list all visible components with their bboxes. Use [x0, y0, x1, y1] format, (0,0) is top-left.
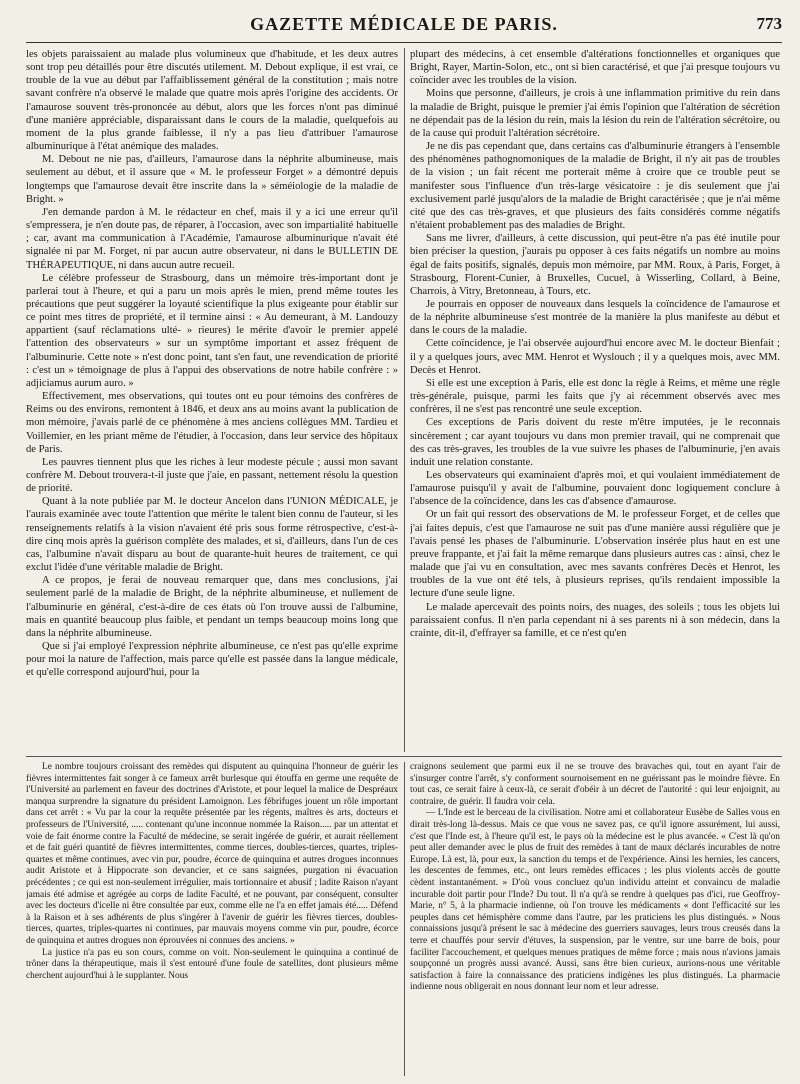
paragraph: M. Debout ne nie pas, d'ailleurs, l'amaurose dans la néphrite albumineuse, mais seulement au début, et il assure que « M. le professeur Forget » a démontré depuis longtemps que l'amaurose devait être inscrite dans la » séméiologie de la maladie de Bright. » [26, 154, 398, 205]
page-number: 773 [756, 14, 782, 33]
lower-left-column [26, 762, 398, 1076]
paragraph: les objets paraissaient au malade plus volumineux que d'habitude, et les deux autres sont trop peu détaillés pour être discutés utilement. M. Debout explique, il est vrai, ce trouble de la vue au début par l'affaiblissement général de la constitution ; mais notre savant confrère n'a observé le malade que quatre mois après l'origine des accidents. Or l'amaurose souvent très-prononcée au début, alors que les forces n'ont pas diminué d'une manière appréciable, disparaissant dans le cours de la maladie, quelquefois au moment de la plus grande faiblesse, il n'y a pas lieu d'attribuer l'amaurose albuminurique à l'état anémique des malades. [26, 49, 398, 153]
journal-title: GAZETTE MÉDICALE DE PARIS. [250, 14, 558, 34]
page-header [26, 12, 782, 38]
paragraph: Je pourrais en opposer de nouveaux dans lesquels la coïncidence de l'amaurose et de la néphrite albumineuse s'est montrée de la manière la plus manifeste au début et dans le cours de la maladie. [410, 298, 780, 337]
paragraph: Que si j'ai employé l'expression néphrite albumineuse, ce n'est pas qu'elle exprime pour moi la nature de l'affection, mais parce qu'elle est passée dans la langue médicale, et qu'elle correspond aujourd'hui, pour la [26, 641, 398, 679]
paragraph: Si elle est une exception à Paris, elle est donc la règle à Reims, et même une règle très-générale, puisque, parmi les faits que j'y ai récemment observés avec mes confrères, il ne s'est pas rencontré une seule exception. [410, 377, 780, 416]
paragraph: Le malade apercevait des points noirs, des nuages, des soleils ; tous les objets lui paraissaient confus. Il n'en parla cependant ni à ses parents ni à son médecin, dans la crainte, dit-il, d'effrayer sa famille, et ce n'est qu'en [410, 601, 780, 639]
lower-right-column [410, 762, 780, 1076]
paragraph: J'en demande pardon à M. le rédacteur en chef, mais il y a ici une erreur qu'il s'empressera, je n'en doute pas, de réparer, à l'occasion, avec son impartialité habituelle ; car, avant ma communication à l'Académie, l'amaurose albuminurique n'avait été signalée ni par M. Forget, ni par aucun autre observateur, ni dans le BULLETIN DE THÉRAPEUTIQUE, ni dans aucun autre recueil. [26, 206, 398, 271]
paragraph: Cette coïncidence, je l'ai observée aujourd'hui encore avec M. le docteur Bienfait ; il y a quelques jours, avec MM. Henrot et Wyslouch ; il y a quelques mois, avec MM. Decès et Henrot. [410, 338, 780, 376]
paragraph: La justice n'a pas eu son cours, comme on voit. Non-seulement le quinquina a continué de trôner dans la thérapeutique, mais il s'est entouré d'une foule de satellites, dont plusieurs même cherchent aujourd'hui à le supplanter. Nous [26, 947, 398, 981]
paragraph: Effectivement, mes observations, qui toutes ont eu pour témoins des confrères de Reims ou des environs, remontent à 1846, et deux ans au moins avant la publication de mon mémoire, j'avais parlé de ce phénomène à mes anciens collègues MM. Tardieu et Voillemier, en les priant même de l'étudier, à l'occasion, dans leur service des hôpitaux de Paris. [26, 391, 398, 455]
upper-right-column [410, 48, 780, 752]
paragraph: Les observateurs qui examinaient d'après moi, et qui voulaient immédiatement de l'amaurose puisqu'il y avait de l'albumine, pouvaient donc logiquement conclure à l'absence de la coïncidence, dans les cas d'absence d'amaurose. [410, 470, 780, 508]
paragraph: Ces exceptions de Paris doivent du reste m'être imputées, je le reconnais sincèrement ; car ayant toujours vu dans mon premier travail, qui ne comprenait que des cas très-graves, les troubles de la vue suivre les phases de l'albuminurie, j'en avais induit une relation constante. [410, 417, 780, 468]
column-divider [404, 48, 405, 752]
paragraph: craignons seulement que parmi eux il ne se trouve des bravaches qui, tout en ayant l'air de s'insurger contre l'arrêt, s'y conforment sournoisement en ne guérissant pas le moindre fièvre. En tout cas, ce serait faire à ceux-là, ce serait d'obéir à un décret de l'autorité : qui leur enjoignit, au contraire, de guérir. Il faudra voir cela. [410, 762, 780, 807]
header-rule [26, 42, 782, 43]
paragraph: plupart des médecins, à cet ensemble d'altérations fonctionnelles et organiques que Bright, Rayer, Martin-Solon, etc., ont si bien caractérisé, et que j'ai presque toujours vu coïncider avec les troubles de la vision. [410, 49, 780, 87]
paragraph: Or un fait qui ressort des observations de M. le professeur Forget, et de celles que j'ai faites depuis, c'est que l'amaurose ne suit pas d'une manière aussi régulière que je l'avais pensé les phases de l'albuminurie. L'observation insérée plus haut en est une preuve frappante, et j'ai fait la même remarque dans plusieurs autres cas : ainsi, chez le malade que j'ai vu en consultation, avec mes savants confrères Decès et Henrot, les troubles de la vue ont été tels, à plusieurs reprises, qu'ils rendaient impossible la lecture d'une seule ligne. [410, 509, 780, 600]
feuilleton-rule [26, 756, 782, 757]
paragraph: A ce propos, je ferai de nouveau remarquer que, dans mes conclusions, j'ai seulement parlé de la maladie de Bright, de la néphrite albumineuse, et nullement de l'albuminurie en général, c'est-à-dire de ces états où l'on trouve aussi de l'albumine, mais en quantité beaucoup plus faible, et pendant un temps beaucoup moins long que dans la néphrite albumineuse. [26, 575, 398, 639]
paragraph: Quant à la note publiée par M. le docteur Ancelon dans l'UNION MÉDICALE, je l'aurais examinée avec toute l'attention que mérite le talent bien connu de l'auteur, si les renseignements relatifs à la vision n'avaient été pris sous forme rétrospective, c'est-à-dire cinq mois après la guérison complète des malades, et si, d'ailleurs, dans l'un de ces cas, l'albumine n'avait disparu au bout de quarante-huit heures de traitement, ce qui exclut l'idée d'une véritable maladie de Bright. [26, 496, 398, 574]
column-divider [404, 762, 405, 1076]
upper-left-column [26, 48, 398, 752]
paragraph: — L'Inde est le berceau de la civilisation. Notre ami et collaborateur Eusèbe de Salles vous en dirait très-long là-dessus. Mais ce que vous ne savez pas, ce qu'il ignore assurément, lui aussi, c'est que l'Inde est, à l'heure qu'il est, le pays où la médecine est le plus avancée. « C'est là qu'on peut aller demander avec le plus de fruit des remèdes à tant de maux déclarés incurables de notre Europe. Là est, là, pour eux, la sanction du temps et de l'expérience. Ainsi les hernies, les cancers, les descentes de femmes, etc., ont leurs remèdes efficaces ; les plus violents accès de goutte cèdent instantanément. » D'où vous concluez qu'un individu atteint et convaincu de maladie incurable doit partir pour l'Inde? Du tout. Il n'a qu'à se rendre à quelques pas d'ici, rue Geoffroy-Marie, n° 5, à la pharmacie indienne, où l'on trouve les médicaments « dont l'efficacité sur les peuples dans cet hémisphère comme dans l'autre, par les praticiens les plus distingués. » Nous connaissions jusqu'à présent le sac à médecine des guerriers sauvages, leurs trous creusés dans la terre et chauffés pour servir d'étuves, la suspension, par le ventre, sur une barre de bois, pour faciliter l'accouchement, et quelques menues pratiques de même force ; mais nous n'avions jamais soupçonné un progrès aussi avancé. Aussi, sans être bien curieux, aurions-nous une véritable satisfaction à faire la connaissance des praticiens indigènes les plus distingués. La pharmacie indienne nous obligerait en nous donnant leur nom et leur adresse. [410, 808, 780, 993]
paragraph: Je ne dis pas cependant que, dans certains cas d'albuminurie étrangers à l'ensemble des phénomènes pathognomoniques de la maladie de Bright, il n'y ait pas de troubles de la vision ; un fait récent me porterait même à croire que ce trouble peut se manifester sous l'influence d'un très-large vésicatoire : je dis seulement que j'ai exclusivement parlé jusqu'alors de la maladie de Bright caractérisée ; que je n'ai même cité que des cas très-graves, et que plusieurs des faits considérés comme négatifs n'étaient probablement pas des maladies de Bright. [410, 141, 780, 232]
paragraph: Le célèbre professeur de Strasbourg, dans un mémoire très-important dont je parlerai tout à l'heure, et qui a paru un mois après le mien, prend même toutes les précautions que peut suggérer la loyauté scientifique la plus exigeante pour établir sur ce point mes titres de propriété, et il termine ainsi : « Au demeurant, à M. Landouzy appartient (sauf réclamations ulté- » rieures) le mérite d'avoir le premier appelé l'attention des observateurs » sur un symptôme important et assez fréquent de l'albuminurie. Cette note » n'est donc point, tant s'en faut, une revendication de priorité : c'est un » témoignage de plus à l'appui des observations de notre habile confrère : » adjiciamus aurum auro. » [26, 272, 398, 389]
paragraph: Les pauvres tiennent plus que les riches à leur modeste pécule ; aussi mon savant confrère M. Debout trouvera-t-il juste que j'aie, en passant, nettement résolu la question de priorité. [26, 456, 398, 495]
paragraph: Le nombre toujours croissant des remèdes qui disputent au quinquina l'honneur de guérir les fièvres intermittentes fait songer à ce fameux arrêt burlesque qui étouffa en germe une requête de l'Université au parlement en faveur des doctrines d'Aristote, et pour lequel la malice de Despréaux manqua surprendre la signature du président Lamoignon. Les fébrifuges jouent un rôle important dans cet arrêt : « Vu par la cour la requête présentée par les régents, maîtres ès arts, docteurs et professeurs de l'Université, ..... contenant qu'une inconnue nommée la Raison..... par un attentat et voie de fait énorme contre la Faculté de médecine, se serait ingérée de guérir, et aurait réellement et de fait guéri quantité de fièvres intermittentes, comme tierces, doubles-tierces, quartes, triples-quartes et même continues, avec vin pur, poudre, écorce de quinquina et autres drogues inconnues audit Aristote et à Hippocrate son devancier, et ce sans saignées, purgation ni évacuation précédentes ; ce qui est non-seulement irrégulier, mais tortionnaire et abusif ; ladite Raison n'ayant jamais été admise et agrégée au corps de ladite Faculté, et ne pouvant, par conséquent, consulter avec les docteurs d'icelle ni être consultée par eux, comme elle ne l'a en effet jamais été..... Défend à la Raison et à ses adhérents de plus s'ingérer à l'avenir de guérir les fièvres tierces, doubles-tierces, quartes, triples-quartes ni continues, par mauvais moyens comme vin pur, poudre, écorce de quinquina et autres drogues non éprouvées ni connues des anciens. » [26, 762, 398, 946]
paragraph: Moins que personne, d'ailleurs, je crois à une inflammation primitive du rein dans la maladie de Bright, puisque le premier j'ai émis l'opinion que l'altération de sécrétion ne dépendait pas de la lésion du rein, mais la lésion du rein de l'altération sécrétoire, ou de la cause qui produit l'altération sécrétoire. [410, 88, 780, 139]
paragraph: Sans me livrer, d'ailleurs, à cette discussion, qui peut-être n'a pas été inutile pour bien préciser la question, j'aurais pu opposer à ces faits négatifs un nombre au moins égal de faits positifs, signalés, depuis mon mémoire, par MM. Roux, à Paris, Forget, à Strasbourg, Florent-Cunier, à Bruxelles, Cucuel, à Wisserling, Collard, à Beine, Charrois, à Vitry, Bretonneau, à Tours, etc. [410, 233, 780, 297]
